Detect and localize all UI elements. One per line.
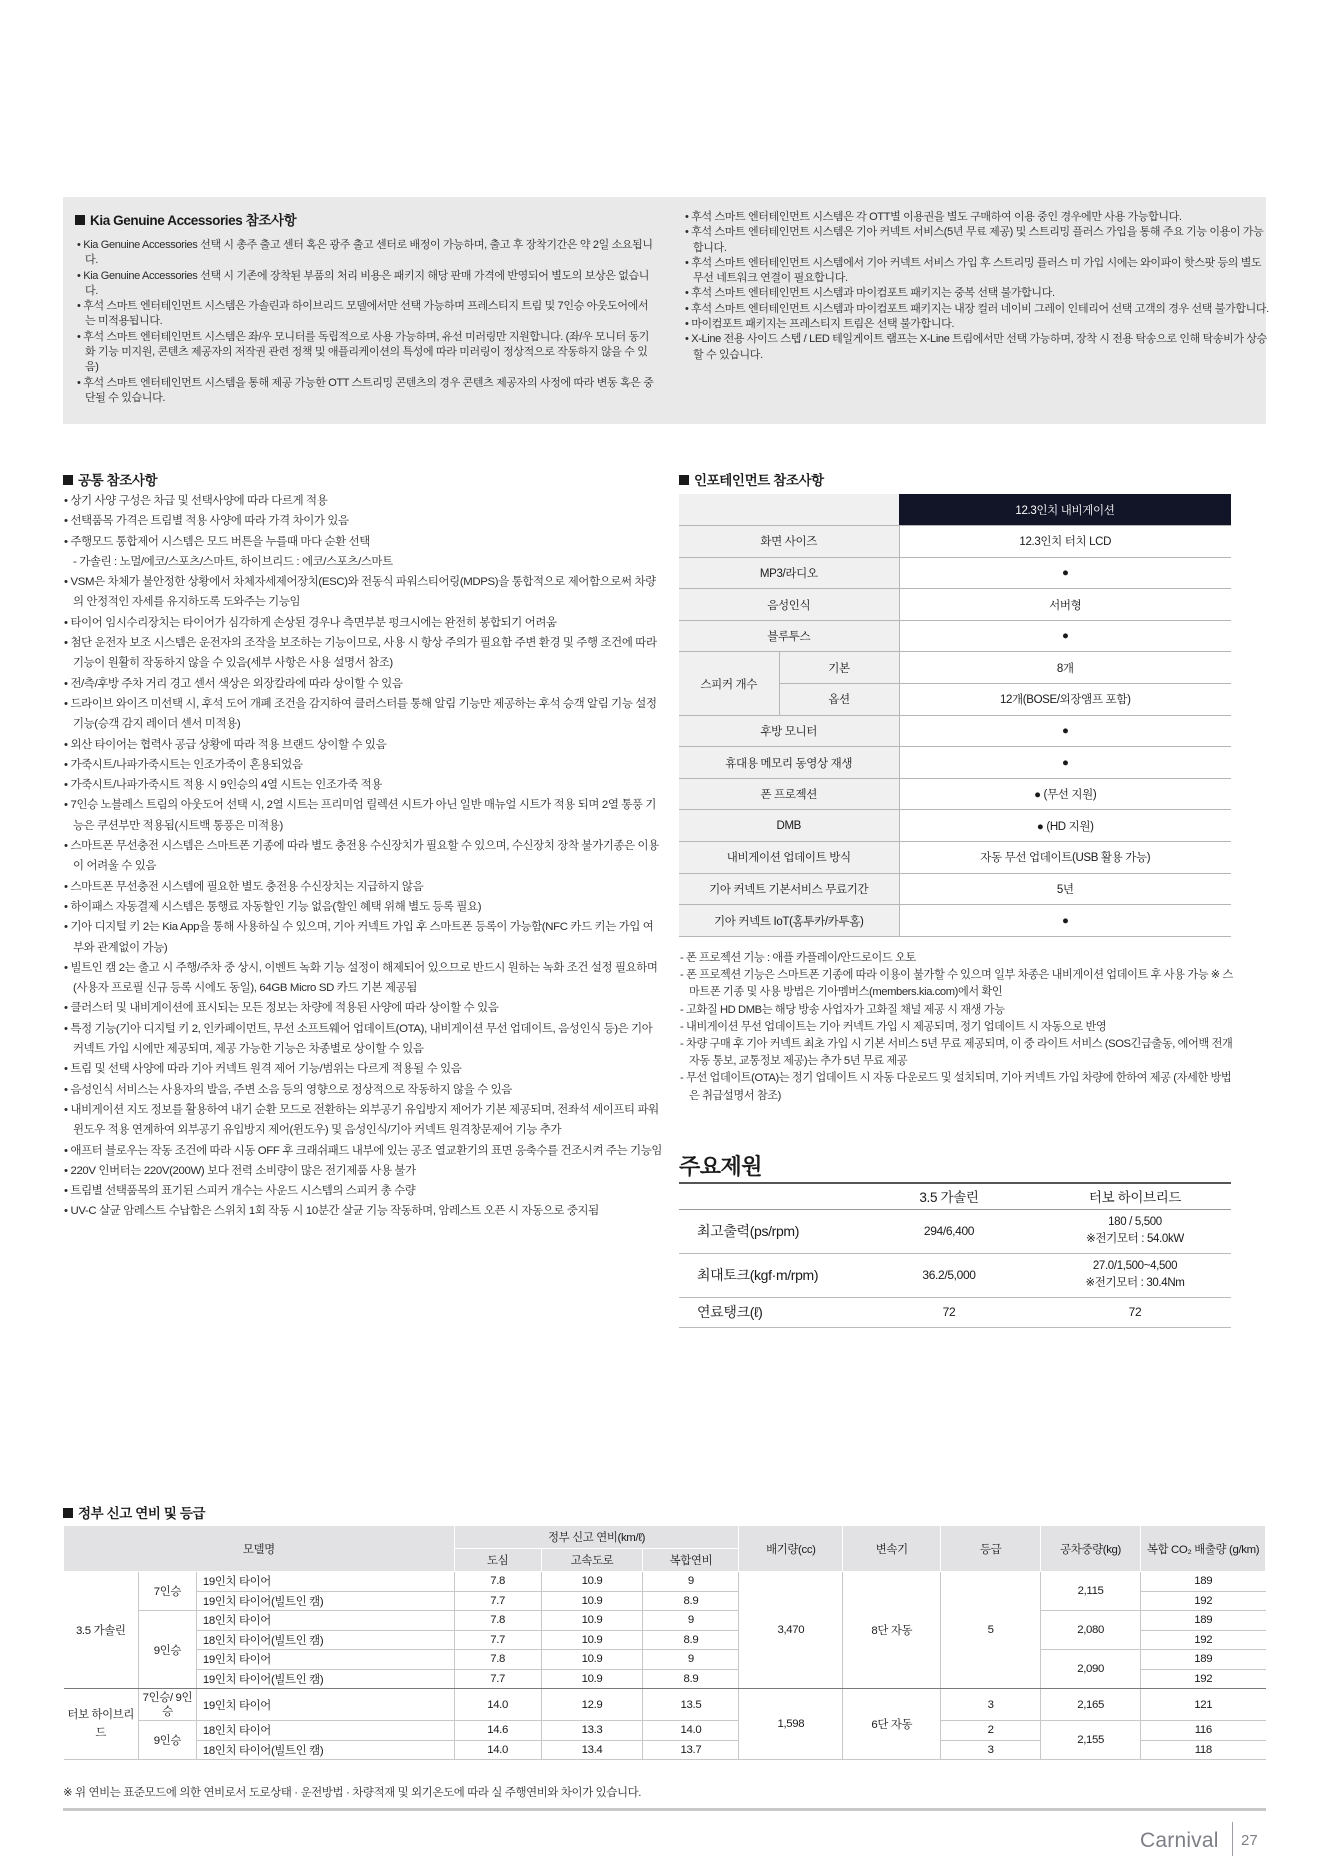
footer-brand: Carnival [1140, 1829, 1219, 1852]
table-row [679, 1183, 1231, 1209]
accessories-title: Kia Genuine Accessories 참조사항 [75, 209, 1254, 229]
city-cell: 7.7 [454, 1591, 541, 1611]
comb-cell: 9 [643, 1650, 739, 1670]
row-value: 36.2/5,000 [859, 1253, 1039, 1297]
hwy-cell: 13.4 [541, 1740, 643, 1760]
co2-cell: 192 [1141, 1591, 1266, 1611]
grade-cell: 3 [941, 1740, 1041, 1760]
row-value: 294/6,400 [859, 1209, 1039, 1253]
column-header: 배기량(cc) [739, 1526, 843, 1572]
tire-cell: 18인치 타이어 [196, 1721, 454, 1741]
row-value: ● [899, 557, 1231, 589]
seat-cell: 7인승 [138, 1572, 196, 1611]
co2-cell: 192 [1141, 1669, 1266, 1689]
co2-cell: 116 [1141, 1721, 1266, 1741]
hwy-cell: 10.9 [541, 1650, 643, 1670]
list-item: • 드라이브 와이즈 미선택 시, 후석 도어 개폐 조건을 감지하여 클러스터를 통해 알림 기능만 제공하는 후석 승객 알림 기능 설정 기능(승객 감지 레이더 센서 미적용) [63, 694, 663, 735]
co2-cell: 189 [1141, 1572, 1266, 1592]
seat-cell: 7인승/ 9인승 [138, 1689, 196, 1721]
list-item: • 첨단 운전자 보조 시스템은 운전자의 조작을 보조하는 기능이므로, 사용 시 항상 주의가 필요함 주변 환경 및 주행 조건에 따라 기능이 원활히 작동하지 않을 수 있음(세부 사항은 사용 설명서 참조) [63, 633, 663, 674]
row-label: 블루투스 [679, 620, 899, 652]
column-header: 복합연비 [643, 1549, 739, 1572]
list-item: • 후석 스마트 엔터테인먼트 시스템은 기아 커넥트 서비스(5년 무료 제공) 및 스트리밍 플러스 가입을 통해 주요 기능 이용이 가능합니다. [683, 225, 1273, 256]
tire-cell: 18인치 타이어 [196, 1611, 454, 1631]
table-row [679, 747, 1231, 779]
co2-cell: 118 [1141, 1740, 1266, 1760]
fuel-efficiency-table [63, 1525, 1266, 1760]
tire-cell: 19인치 타이어 [196, 1650, 454, 1670]
row-value: 180 / 5,500 ※전기모터 : 54.0kW [1039, 1209, 1231, 1253]
table-row [64, 1611, 1266, 1631]
column-header: 복합 CO₂ 배출량 (g/km) [1141, 1526, 1266, 1572]
weight-cell: 2,165 [1041, 1689, 1141, 1721]
hwy-cell: 10.9 [541, 1572, 643, 1592]
list-item: • 가죽시트/나파가죽시트는 인조가죽이 혼용되었음 [63, 755, 663, 775]
table-corner [679, 494, 899, 526]
hwy-cell: 10.9 [541, 1630, 643, 1650]
disp-cell: 1,598 [739, 1689, 843, 1760]
comb-cell: 13.7 [643, 1740, 739, 1760]
list-item: • 기아 디지털 키 2는 Kia App을 통해 사용하실 수 있으며, 기아 커넥트 가입 후 스마트폰 등록이 가능함(NFC 카드 키는 가입 여부와 관계없이 가능) [63, 917, 663, 958]
list-item: • X-Line 전용 사이드 스텝 / LED 테일게이트 램프는 X-Line 트림에서만 선택 가능하며, 장착 시 전용 탁송으로 인해 탁송비가 상승할 수 있습니다. [683, 332, 1273, 363]
row-value: 27.0/1,500~4,500 ※전기모터 : 30.4Nm [1039, 1253, 1231, 1297]
column-header: 등급 [941, 1526, 1041, 1572]
infotainment-notes [679, 950, 1239, 1105]
row-value: 72 [1039, 1297, 1231, 1327]
city-cell: 7.8 [454, 1572, 541, 1592]
weight-cell: 2,090 [1041, 1650, 1141, 1689]
grade-cell: 3 [941, 1689, 1041, 1721]
table-row [679, 557, 1231, 589]
table-row [64, 1572, 1266, 1592]
page-number: 27 [1241, 1832, 1258, 1849]
row-label: 스피커 개수 [679, 652, 779, 715]
column-header: 정부 신고 연비(km/ℓ) [454, 1526, 739, 1549]
table-row [679, 905, 1231, 937]
comb-cell: 8.9 [643, 1630, 739, 1650]
list-item: • 후석 스마트 엔터테인먼트 시스템은 좌/우 모니터를 독립적으로 사용 가능하며, 유선 미러링만 지원합니다. (좌/우 모니터 동기화 기능 미지원, 콘텐츠 제공자의 저작권 관련 정책 및 애플리케이션의 특성에 따라 미러링이 정상적으로 작동하지 않을 수 있음) [75, 330, 655, 376]
row-label: 기아 커넥트 IoT(홈투카/카투홈) [679, 905, 899, 937]
row-value: ● [899, 747, 1231, 779]
footer-divider [63, 1808, 1266, 1811]
row-value: ● [899, 905, 1231, 937]
tire-cell: 19인치 타이어 [196, 1572, 454, 1592]
tire-cell: 19인치 타이어(빌트인 캠) [196, 1669, 454, 1689]
engine-cell: 3.5 가솔린 [64, 1572, 139, 1689]
table-row [64, 1689, 1266, 1721]
comb-cell: 8.9 [643, 1669, 739, 1689]
table-row [679, 1253, 1231, 1297]
fuel-title: 정부 신고 연비 및 등급 [63, 1502, 205, 1522]
row-label: 폰 프로젝션 [679, 778, 899, 810]
row-value: 자동 무선 업데이트(USB 활용 가능) [899, 842, 1231, 874]
row-sublabel: 기본 [779, 652, 899, 684]
table-row [679, 715, 1231, 747]
list-item: • 후석 스마트 엔터테인먼트 시스템은 가솔린과 하이브리드 모델에서만 선택 가능하며 프레스티지 트림 및 7인승 아웃도어에서는 미적용됩니다. [75, 299, 655, 330]
list-item: • 후석 스마트 엔터테인먼트 시스템과 마이컴포트 패키지는 내장 컬러 네이비 그레이 인테리어 선택 고객의 경우 선택 불가합니다. [683, 302, 1273, 317]
row-label: MP3/라디오 [679, 557, 899, 589]
accessories-notes-box [63, 197, 1269, 424]
list-item: • 특정 기능(기아 디지털 키 2, 인카페이먼트, 무선 소프트웨어 업데이트(OTA), 내비게이션 무선 업데이트, 음성인식 등)은 기아 커넥트 가입 시에만 제공되며, 제공 가능한 기능은 차종별로 상이할 수 있음 [63, 1019, 663, 1060]
square-bullet-icon [63, 475, 73, 485]
co2-cell: 121 [1141, 1689, 1266, 1721]
list-item: - 폰 프로젝션 기능 : 애플 카플레이/안드로이드 오토 [680, 952, 916, 964]
column-header: 고속도로 [541, 1549, 643, 1572]
table-row [679, 778, 1231, 810]
table-row [679, 526, 1231, 558]
row-value: ● (HD 지원) [899, 810, 1231, 842]
table-row [679, 810, 1231, 842]
accessories-list-left [75, 238, 655, 406]
specs-title: 주요제원 [679, 1154, 763, 1179]
table-row [64, 1526, 1266, 1549]
list-item: - 폰 프로젝션 기능은 스마트폰 기종에 따라 이용이 불가할 수 있으며 일부 차종은 내비게이션 업데이트 후 사용 가능 ※ 스마트폰 기종 및 사용 방법은 기아멤버스(members.kia.com)에서 확인 [680, 969, 1233, 999]
row-label: 내비게이션 업데이트 방식 [679, 842, 899, 874]
table-row [679, 589, 1231, 621]
row-value: 8개 [899, 652, 1231, 684]
list-item: • 클러스터 및 내비게이션에 표시되는 모든 정보는 차량에 적용된 사양에 따라 상이할 수 있음 [63, 998, 663, 1018]
co2-cell: 189 [1141, 1611, 1266, 1631]
seat-cell: 9인승 [138, 1611, 196, 1689]
comb-cell: 8.9 [643, 1591, 739, 1611]
weight-cell: 2,115 [1041, 1572, 1141, 1611]
column-header: 변속기 [843, 1526, 941, 1572]
list-item: • 상기 사양 구성은 차급 및 선택사양에 따라 다르게 적용 [63, 491, 663, 511]
column-header: 모델명 [64, 1526, 455, 1572]
list-item: • 트림별 선택품목의 표기된 스피커 개수는 사운드 시스템의 스피커 총 수량 [63, 1181, 663, 1201]
list-item: • 외산 타이어는 협력사 공급 상황에 따라 적용 브랜드 상이할 수 있음 [63, 735, 663, 755]
row-label: 휴대용 메모리 동영상 재생 [679, 747, 899, 779]
row-label: 화면 사이즈 [679, 526, 899, 558]
accessories-list-right [683, 210, 1273, 363]
row-label: 후방 모니터 [679, 715, 899, 747]
column-header: 터보 하이브리드 [1039, 1183, 1231, 1209]
engine-cell: 터보 하이브리드 [64, 1689, 139, 1760]
column-header: 3.5 가솔린 [859, 1183, 1039, 1209]
list-item: • 후석 스마트 엔터테인먼트 시스템을 통해 제공 가능한 OTT 스트리밍 콘텐츠의 경우 콘텐츠 제공자의 사정에 따라 변동 혹은 중단될 수 있습니다. [75, 376, 655, 407]
common-notes-list [63, 491, 663, 1222]
row-label: 기아 커넥트 기본서비스 무료기간 [679, 873, 899, 905]
row-label: 음성인식 [679, 589, 899, 621]
city-cell: 7.7 [454, 1630, 541, 1650]
list-item: • 선택품목 가격은 트림별 적용 사양에 따라 가격 차이가 있음 [63, 511, 663, 531]
table-row [679, 1297, 1231, 1327]
comb-cell: 13.5 [643, 1689, 739, 1721]
row-value: ● [899, 620, 1231, 652]
list-item: • Kia Genuine Accessories 선택 시 기존에 장착된 부품의 처리 비용은 패키지 해당 판매 가격에 반영되어 별도의 보상은 없습니다. [75, 269, 655, 300]
square-bullet-icon [679, 475, 689, 485]
list-item: • 애프터 블로우는 작동 조건에 따라 시동 OFF 후 크래쉬패드 내부에 있는 공조 열교환기의 표면 응축수를 건조시켜 주는 기능임 [63, 1141, 663, 1161]
table-corner [679, 1183, 859, 1209]
fuel-footnote: ※ 위 연비는 표준모드에 의한 연비로서 도로상태 · 운전방법 · 차량적재 및 외기온도에 따라 실 주행연비와 차이가 있습니다. [63, 1787, 642, 1799]
table-header: 12.3인치 내비게이션 [899, 494, 1231, 526]
hwy-cell: 12.9 [541, 1689, 643, 1721]
square-bullet-icon [63, 1508, 73, 1518]
table-row [679, 873, 1231, 905]
list-item: • 타이어 임시수리장치는 타이어가 심각하게 손상된 경우나 측면부분 펑크시에는 완전히 봉합되기 어려움 [63, 613, 663, 633]
tire-cell: 18인치 타이어(빌트인 캠) [196, 1630, 454, 1650]
list-item: • 220V 인버터는 220V(200W) 보다 전력 소비량이 많은 전기제품 사용 불가 [63, 1161, 663, 1181]
list-item: • 내비게이션 지도 정보를 활용하여 내기 순환 모드로 전환하는 외부공기 유입방지 제어가 기본 제공되며, 전좌석 세이프티 파워윈도우 적용 연계하여 외부공기 유입방지 제어(윈도우) 및 음성인식/기아 커넥트 원격창문제어 기능 추가 [63, 1100, 663, 1141]
hwy-cell: 10.9 [541, 1611, 643, 1631]
city-cell: 14.0 [454, 1689, 541, 1721]
infotainment-table [679, 494, 1231, 937]
city-cell: 14.0 [454, 1740, 541, 1760]
row-value: 12.3인치 터치 LCD [899, 526, 1231, 558]
list-item: • 스마트폰 무선충전 시스템은 스마트폰 기종에 따라 별도 충전용 수신장치가 필요할 수 있으며, 수신장치 장착 불가기종은 이용이 어려울 수 있음 [63, 836, 663, 877]
tire-cell: 19인치 타이어(빌트인 캠) [196, 1591, 454, 1611]
row-label: DMB [679, 810, 899, 842]
grade-cell: 2 [941, 1721, 1041, 1741]
row-value: 서버형 [899, 589, 1231, 621]
table-row [64, 1721, 1266, 1741]
list-item: • UV-C 살균 암레스트 수납함은 스위치 1회 작동 시 10분간 살균 기능 작동하며, 암레스트 오픈 시 자동으로 중지됨 [63, 1201, 663, 1221]
list-item: • 7인승 노블레스 트림의 아웃도어 선택 시, 2열 시트는 프리미엄 릴렉션 시트가 아닌 일반 매뉴얼 시트가 적용 되며 2열 통풍 기능은 쿠션부만 적용됨(시트백 통풍은 미적용) [63, 795, 663, 836]
list-item: • 음성인식 서비스는 사용자의 발음, 주변 소음 등의 영향으로 정상적으로 작동하지 않을 수 있음 [63, 1080, 663, 1100]
row-label: 최고출력(ps/rpm) [679, 1209, 859, 1253]
square-bullet-icon [75, 215, 85, 225]
list-item: • 마이컴포트 패키지는 프레스티지 트림은 선택 불가합니다. [683, 317, 1273, 332]
list-item: • 후석 스마트 엔터테인먼트 시스템에서 기아 커넥트 서비스 가입 후 스트리밍 플러스 미 가입 시에는 와이파이 핫스팟 등의 별도 무선 네트워크 연결이 필요합니다. [683, 256, 1273, 287]
weight-cell: 2,155 [1041, 1721, 1141, 1760]
tire-cell: 19인치 타이어 [196, 1689, 454, 1721]
row-label: 연료탱크(ℓ) [679, 1297, 859, 1327]
list-item: - 차량 구매 후 기아 커넥트 최초 가입 시 기본 서비스 5년 무료 제공되며, 이 중 라이트 서비스 (SOS긴급출동, 에어백 전개 자동 통보, 교통정보 제공)는 추가 5년 무료 제공 [680, 1038, 1233, 1068]
city-cell: 14.6 [454, 1721, 541, 1741]
column-header: 공차중량(kg) [1041, 1526, 1141, 1572]
table-row [679, 620, 1231, 652]
row-value: 72 [859, 1297, 1039, 1327]
city-cell: 7.7 [454, 1669, 541, 1689]
list-item: - 고화질 HD DMB는 해당 방송 사업자가 고화질 채널 제공 시 재생 가능 [680, 1003, 1005, 1016]
list-item: - 무선 업데이트(OTA)는 정기 업데이트 시 자동 다운로드 및 설치되며, 기아 커넥트 가입 차량에 한하여 제공 (자세한 방법은 취급설명서 참조) [680, 1072, 1232, 1102]
city-cell: 7.8 [454, 1611, 541, 1631]
list-item: • VSM은 차체가 불안정한 상황에서 차체자세제어장치(ESC)와 전동식 파워스티어링(MDPS)을 통합적으로 제어함으로써 차량의 안정적인 자세를 유지하도록 도와주는 기능임 [63, 572, 663, 613]
row-value: 5년 [899, 873, 1231, 905]
list-item: • 전/측/후방 주차 거리 경고 센서 색상은 외장칼라에 따라 상이할 수 있음 [63, 674, 663, 694]
list-item: • 트림 및 선택 사양에 따라 기아 커넥트 원격 제어 기능/범위는 다르게 적용될 수 있음 [63, 1059, 663, 1079]
trans-cell: 6단 자동 [843, 1689, 941, 1760]
hwy-cell: 10.9 [541, 1669, 643, 1689]
list-item: • 주행모드 통합제어 시스템은 모드 버튼을 누를때 마다 순환 선택 - 가솔린 : 노멀/에코/스포츠/스마트, 하이브리드 : 에코/스포츠/스마트 [63, 532, 663, 573]
row-label: 최대토크(kgf·m/rpm) [679, 1253, 859, 1297]
trans-cell: 8단 자동 [843, 1572, 941, 1689]
table-row [679, 494, 1231, 526]
row-value: ● (무선 지원) [899, 778, 1231, 810]
comb-cell: 9 [643, 1611, 739, 1631]
weight-cell: 2,080 [1041, 1611, 1141, 1650]
city-cell: 7.8 [454, 1650, 541, 1670]
table-row [679, 652, 1231, 684]
co2-cell: 189 [1141, 1650, 1266, 1670]
table-row [679, 1209, 1231, 1253]
comb-cell: 9 [643, 1572, 739, 1592]
row-value: 12개(BOSE/외장앰프 포함) [899, 684, 1231, 716]
list-item: • 빌트인 캠 2는 출고 시 주행/주차 중 상시, 이벤트 녹화 기능 설정이 해제되어 있으므로 반드시 원하는 녹화 조건 설정 필요하며(사용자 프로필 신규 등록 시에도 동일), 64GB Micro SD 카드 기본 제공됨 [63, 958, 663, 999]
list-item: • 후석 스마트 엔터테인먼트 시스템과 마이컴포트 패키지는 중복 선택 불가합니다. [683, 286, 1273, 301]
list-item: • 하이패스 자동결제 시스템은 통행료 자동할인 기능 없음(할인 혜택 위해 별도 등록 필요) [63, 897, 663, 917]
comb-cell: 14.0 [643, 1721, 739, 1741]
seat-cell: 9인승 [138, 1721, 196, 1760]
common-notes-title: 공통 참조사항 [63, 469, 157, 489]
row-value: ● [899, 715, 1231, 747]
column-header: 도심 [454, 1549, 541, 1572]
list-item: • 스마트폰 무선충전 시스템에 필요한 별도 충전용 수신장치는 지급하지 않음 [63, 877, 663, 897]
co2-cell: 192 [1141, 1630, 1266, 1650]
specs-table [679, 1182, 1231, 1328]
tire-cell: 18인치 타이어(빌트인 캠) [196, 1740, 454, 1760]
infotainment-title: 인포테인먼트 참조사항 [679, 469, 824, 489]
disp-cell: 3,470 [739, 1572, 843, 1689]
footer-separator [1232, 1822, 1233, 1856]
list-item: • 후석 스마트 엔터테인먼트 시스템은 각 OTT별 이용권을 별도 구매하여 이용 중인 경우에만 사용 가능합니다. [683, 210, 1273, 225]
list-item: • 가죽시트/나파가죽시트 적용 시 9인승의 4열 시트는 인조가죽 적용 [63, 775, 663, 795]
hwy-cell: 13.3 [541, 1721, 643, 1741]
hwy-cell: 10.9 [541, 1591, 643, 1611]
grade-cell: 5 [941, 1572, 1041, 1689]
list-item: • Kia Genuine Accessories 선택 시 총주 출고 센터 혹은 광주 출고 센터로 배정이 가능하며, 출고 후 장착기간은 약 2일 소요됩니다. [75, 238, 655, 269]
table-row [64, 1650, 1266, 1670]
list-item: - 내비게이션 무선 업데이트는 기아 커넥트 가입 시 제공되며, 정기 업데이트 시 자동으로 반영 [680, 1020, 1107, 1033]
table-row [679, 842, 1231, 874]
row-sublabel: 옵션 [779, 684, 899, 716]
